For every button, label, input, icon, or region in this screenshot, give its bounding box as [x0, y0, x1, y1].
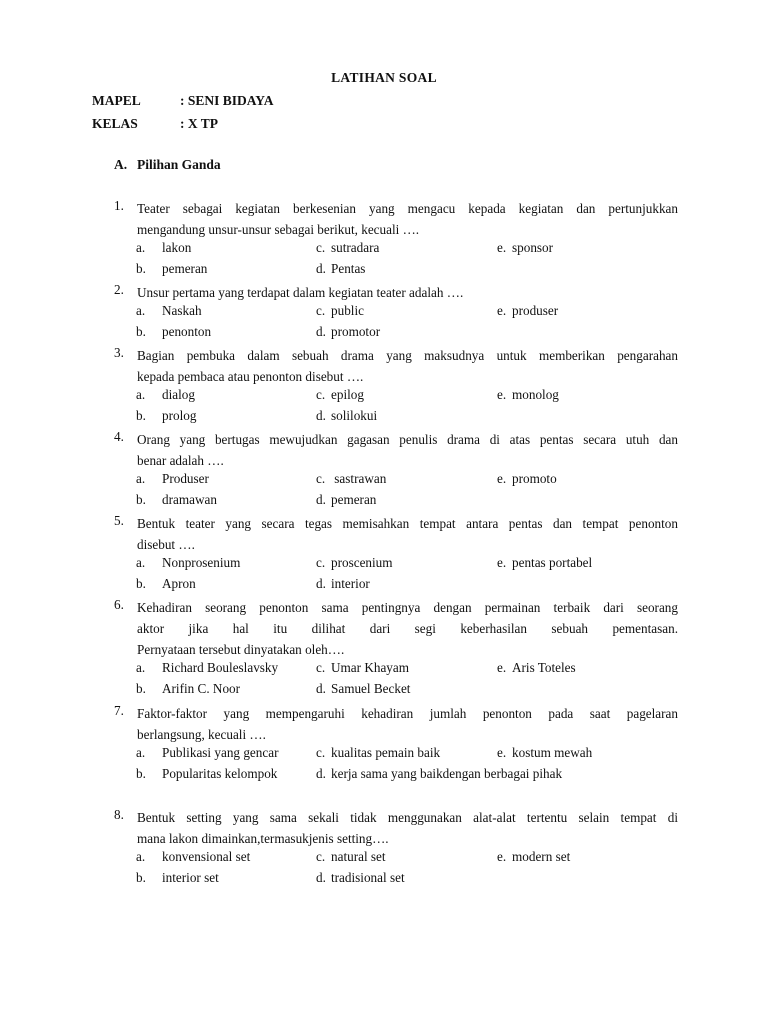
- option-letter: c.: [316, 555, 326, 570]
- option-text: Umar Khayam: [331, 660, 409, 675]
- option-text: public: [331, 303, 364, 318]
- option-letter: b.: [136, 492, 146, 507]
- question-line: disebut ….: [137, 537, 195, 552]
- question-line: Kehadiran seorang penonton sama pentingnya dengan permainan terbaik dari seorang: [137, 600, 678, 615]
- answer-option: [316, 576, 370, 592]
- option-text: sutradara: [331, 240, 380, 255]
- option-letter: c.: [316, 387, 326, 402]
- answer-option: [136, 492, 217, 508]
- answer-option: [497, 387, 559, 403]
- question-number: 5.: [114, 513, 124, 528]
- mapel-row: [92, 93, 274, 109]
- answer-option: [497, 849, 570, 865]
- question-line: Pernyataan tersebut dinyatakan oleh….: [137, 642, 345, 657]
- option-text: prolog: [162, 408, 197, 423]
- option-letter: d.: [316, 324, 326, 339]
- answer-option: [316, 681, 410, 697]
- section-title: Pilihan Ganda: [137, 157, 221, 172]
- option-text: Nonprosenium: [162, 555, 241, 570]
- answer-option: [497, 471, 557, 487]
- answer-option: [136, 849, 250, 865]
- option-text: Produser: [162, 471, 209, 486]
- answer-option: [136, 745, 278, 761]
- answer-option: [497, 240, 553, 256]
- option-letter: c.: [316, 745, 326, 760]
- question-text: [137, 282, 678, 303]
- option-letter: c.: [316, 660, 326, 675]
- option-letter: b.: [136, 870, 146, 885]
- option-text: penonton: [162, 324, 212, 339]
- option-letter: b.: [136, 408, 146, 423]
- question-number: 4.: [114, 429, 124, 444]
- option-letter: d.: [316, 261, 326, 276]
- option-text: Apron: [162, 576, 196, 591]
- option-letter: e.: [497, 745, 507, 760]
- answer-option: [136, 240, 191, 256]
- question-line: mengandung unsur-unsur sebagai berikut, kecuali ….: [137, 222, 420, 237]
- answer-option: [136, 660, 278, 676]
- option-letter: d.: [316, 681, 326, 696]
- option-letter: d.: [316, 766, 326, 781]
- mapel-label: MAPEL: [92, 93, 141, 108]
- question-text: [137, 703, 678, 745]
- option-text: dramawan: [162, 492, 217, 507]
- option-letter: c.: [316, 849, 326, 864]
- answer-option: [316, 555, 393, 571]
- question-number: 3.: [114, 345, 124, 360]
- option-letter: a.: [136, 660, 146, 675]
- option-letter: d.: [316, 576, 326, 591]
- option-text: produser: [512, 303, 559, 318]
- option-text: natural set: [331, 849, 386, 864]
- option-text: tradisional set: [331, 870, 405, 885]
- option-letter: b.: [136, 261, 146, 276]
- option-letter: a.: [136, 849, 146, 864]
- question-number: 6.: [114, 597, 124, 612]
- option-letter: b.: [136, 681, 146, 696]
- option-text: solilokui: [331, 408, 378, 423]
- option-text: lakon: [162, 240, 192, 255]
- option-letter: e.: [497, 471, 507, 486]
- answer-option: [136, 408, 196, 424]
- option-letter: c.: [316, 471, 326, 486]
- answer-option: [316, 324, 380, 340]
- answer-option: [316, 387, 364, 403]
- answer-option: [316, 660, 409, 676]
- option-letter: e.: [497, 849, 507, 864]
- option-text: kualitas pemain baik: [331, 745, 441, 760]
- page-title: LATIHAN SOAL: [331, 70, 437, 85]
- question-line: Faktor-faktor yang mempengaruhi kehadiran jumlah penonton pada saat pagelaran: [137, 706, 678, 721]
- option-text: Richard Bouleslavsky: [162, 660, 279, 675]
- option-text: interior set: [162, 870, 219, 885]
- option-letter: a.: [136, 240, 146, 255]
- answer-option: [497, 303, 558, 319]
- answer-option: [136, 576, 196, 592]
- option-letter: c.: [316, 240, 326, 255]
- option-text: Arifin C. Noor: [162, 681, 241, 696]
- option-text: kostum mewah: [512, 745, 593, 760]
- section-heading: [114, 157, 221, 173]
- answer-option: [316, 745, 440, 761]
- option-text: kerja sama yang baikdengan berbagai pihak: [331, 766, 563, 781]
- answer-option: [497, 660, 576, 676]
- question-line: Bentuk setting yang sama sekali tidak menggunakan alat-alat tertentu selain tempat di: [137, 810, 678, 825]
- option-letter: a.: [136, 555, 146, 570]
- question-line: benar adalah ….: [137, 453, 224, 468]
- answer-option: [136, 303, 202, 319]
- option-letter: b.: [136, 766, 146, 781]
- question-number: 7.: [114, 703, 124, 718]
- option-letter: a.: [136, 303, 146, 318]
- option-text: konvensional set: [162, 849, 251, 864]
- kelas-row: [92, 116, 218, 132]
- answer-option: [136, 324, 211, 340]
- option-text: pemeran: [331, 492, 377, 507]
- question-text: [137, 345, 678, 387]
- answer-option: [316, 849, 386, 865]
- option-text: Publikasi yang gencar: [162, 745, 279, 760]
- answer-option: [136, 766, 277, 782]
- question-text: [137, 513, 678, 555]
- option-text: pentas portabel: [512, 555, 593, 570]
- question-number: 2.: [114, 282, 124, 297]
- option-letter: d.: [316, 870, 326, 885]
- answer-option: [136, 471, 209, 487]
- answer-option: [316, 766, 562, 782]
- kelas-value: : X TP: [180, 116, 219, 131]
- option-text: Aris Toteles: [512, 660, 576, 675]
- answer-option: [316, 408, 377, 424]
- answer-option: [316, 492, 376, 508]
- question-number: 1.: [114, 198, 124, 213]
- option-text: Naskah: [162, 303, 202, 318]
- option-letter: d.: [316, 492, 326, 507]
- option-letter: e.: [497, 555, 507, 570]
- option-letter: b.: [136, 576, 146, 591]
- option-letter: e.: [497, 660, 507, 675]
- answer-option: [316, 261, 365, 277]
- answer-option: [136, 870, 219, 886]
- question-line: berlangsung, kecuali ….: [137, 727, 266, 742]
- question-line: Bentuk teater yang secara tegas memisahkan tempat antara pentas dan tempat penonton: [137, 516, 678, 531]
- question-line: aktor jika hal itu dilihat dari segi keberhasilan sebuah pementasan.: [137, 621, 678, 636]
- mapel-value: : SENI BIDAYA: [180, 93, 274, 108]
- answer-option: [497, 555, 592, 571]
- question-text: [137, 429, 678, 471]
- option-text: promoto: [512, 471, 557, 486]
- answer-option: [316, 240, 379, 256]
- option-letter: e.: [497, 303, 507, 318]
- question-line: Teater sebagai kegiatan berkesenian yang mengacu kepada kegiatan dan pertunjukkan: [137, 201, 678, 216]
- question-text: [137, 807, 678, 849]
- option-text: Samuel Becket: [331, 681, 411, 696]
- answer-option: [316, 471, 386, 487]
- question-line: kepada pembaca atau penonton disebut ….: [137, 369, 364, 384]
- option-text: epilog: [331, 387, 364, 402]
- question-line: Orang yang bertugas mewujudkan gagasan penulis drama di atas pentas secara utuh dan: [137, 432, 678, 447]
- option-text: monolog: [512, 387, 559, 402]
- answer-option: [497, 745, 592, 761]
- option-text: pemeran: [162, 261, 208, 276]
- option-text: Pentas: [331, 261, 366, 276]
- question-text: [137, 597, 678, 660]
- option-text: proscenium: [331, 555, 393, 570]
- answer-option: [136, 387, 195, 403]
- question-line: mana lakon dimainkan,termasukjenis setting….: [137, 831, 389, 846]
- option-letter: e.: [497, 240, 507, 255]
- option-text: modern set: [512, 849, 571, 864]
- kelas-label: KELAS: [92, 116, 138, 131]
- option-letter: d.: [316, 408, 326, 423]
- option-letter: a.: [136, 387, 146, 402]
- answer-option: [136, 555, 240, 571]
- option-letter: a.: [136, 471, 146, 486]
- answer-option: [136, 681, 240, 697]
- option-text: sponsor: [512, 240, 554, 255]
- question-line: Bagian pembuka dalam sebuah drama yang maksudnya untuk memberikan pengarahan: [137, 348, 678, 363]
- option-letter: e.: [497, 387, 507, 402]
- option-letter: b.: [136, 324, 146, 339]
- answer-option: [316, 870, 405, 886]
- option-text: promotor: [331, 324, 381, 339]
- option-letter: a.: [136, 745, 146, 760]
- option-text: interior: [331, 576, 370, 591]
- option-text: dialog: [162, 387, 195, 402]
- answer-option: [316, 303, 364, 319]
- section-letter: A.: [114, 157, 128, 172]
- option-text: sastrawan: [331, 471, 387, 486]
- question-line: Unsur pertama yang terdapat dalam kegiatan teater adalah ….: [137, 285, 464, 300]
- option-letter: c.: [316, 303, 326, 318]
- answer-option: [136, 261, 207, 277]
- question-number: 8.: [114, 807, 124, 822]
- question-text: [137, 198, 678, 240]
- option-text: Popularitas kelompok: [162, 766, 278, 781]
